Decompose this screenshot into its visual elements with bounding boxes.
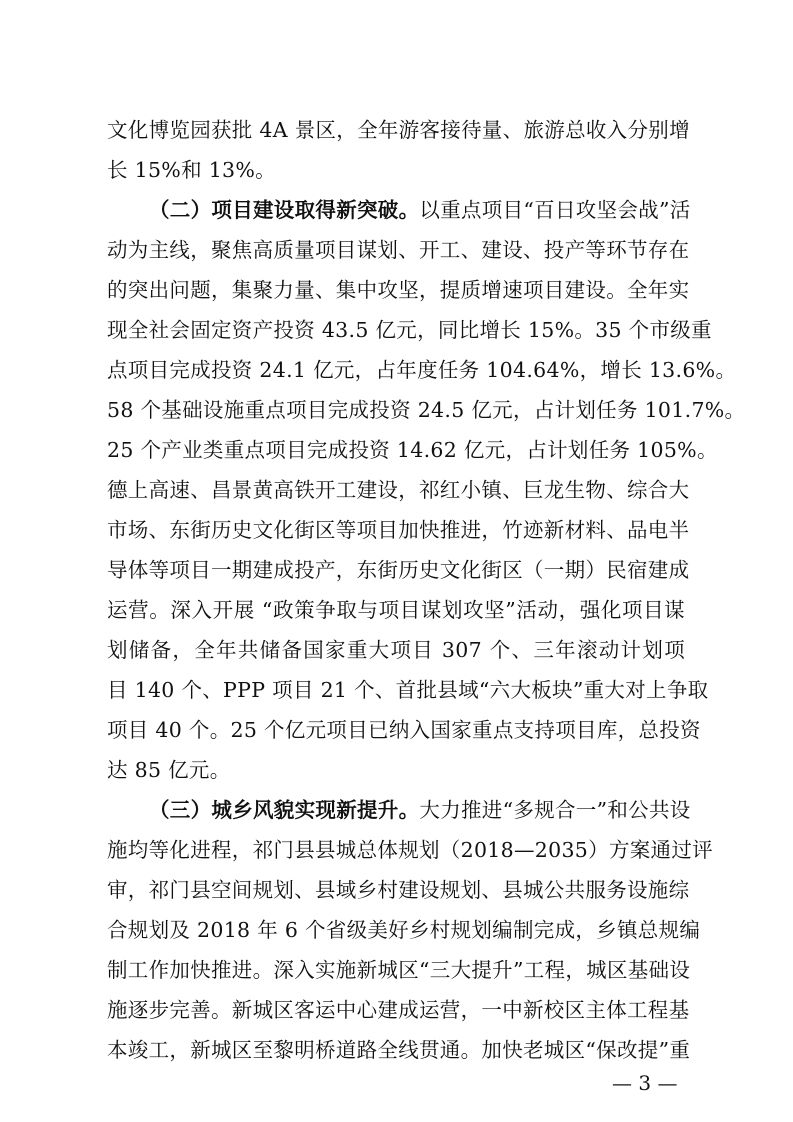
paragraph-2-line-12: 划储备，全年共储备国家重大项目 307 个、三年滚动计划项 <box>107 638 685 662</box>
paragraph-3-line-5: 制工作加快推进。深入实施新城区“三大提升”工程，城区基础设 <box>107 958 691 982</box>
page-number: — 3 — <box>612 1071 678 1095</box>
paragraph-3-line-1-text: 大力推进“多规合一”和公共设 <box>419 798 691 822</box>
paragraph-2-line-5: 点项目完成投资 24.1 亿元，占年度任务 104.64%，增长 13.6%。 <box>107 358 737 382</box>
paragraph-2-line-1-text: 以重点项目“百日攻坚会战”活 <box>419 198 691 222</box>
paragraph-3-line-4: 合规划及 2018 年 6 个省级美好乡村规划编制完成，乡镇总规编 <box>107 918 701 942</box>
paragraph-2-line-15: 达 85 亿元。 <box>107 758 231 782</box>
paragraph-3-heading: （三）城乡风貌实现新提升。 <box>149 798 420 822</box>
paragraph-2-line-4: 现全社会固定资产投资 43.5 亿元，同比增长 15%。35 个市级重 <box>107 318 712 342</box>
paragraph-1-line-1: 文化博览园获批 4A 景区，全年游客接待量、旅游总收入分别增 <box>107 118 690 142</box>
paragraph-2-heading: （二）项目建设取得新突破。 <box>149 198 420 222</box>
paragraph-2-line-9: 市场、东街历史文化街区等项目加快推进，竹迹新材料、品电半 <box>107 518 690 542</box>
paragraph-2-line-1 <box>149 190 691 230</box>
paragraph-2-line-7: 25 个产业类重点项目完成投资 14.62 亿元，占计划任务 105%。 <box>107 438 718 462</box>
paragraph-2-line-3: 的突出问题，集聚力量、集中攻坚，提质增速项目建设。全年实 <box>107 278 690 302</box>
paragraph-2-line-10: 导体等项目一期建成投产，东街历史文化街区（一期）民宿建成 <box>107 558 690 582</box>
paragraph-2-line-11: 运营。深入开展 “政策争取与项目谋划攻坚”活动，强化项目谋 <box>107 598 685 622</box>
paragraph-2-line-6: 58 个基础设施重点项目完成投资 24.5 亿元，占计划任务 101.7%。 <box>107 398 746 422</box>
paragraph-3-line-6: 施逐步完善。新城区客运中心建成运营，一中新校区主体工程基 <box>107 998 690 1022</box>
paragraph-2-line-2: 动为主线，聚焦高质量项目谋划、开工、建设、投产等环节存在 <box>107 238 690 262</box>
paragraph-3-line-3: 审，祁门县空间规划、县域乡村建设规划、县城公共服务设施综 <box>107 878 690 902</box>
paragraph-3-line-7: 本竣工，新城区至黎明桥道路全线贯通。加快老城区“保改提”重 <box>107 1038 691 1062</box>
paragraph-2-line-13: 目 140 个、PPP 项目 21 个、首批县域“六大板块”重大对上争取 <box>107 678 709 702</box>
paragraph-2-line-14: 项目 40 个。25 个亿元项目已纳入国家重点支持项目库，总投资 <box>107 718 701 742</box>
paragraph-2-line-8: 德上高速、昌景黄高铁开工建设，祁红小镇、巨龙生物、综合大 <box>107 478 690 502</box>
paragraph-3-line-1 <box>149 790 691 830</box>
paragraph-3-line-2: 施均等化进程，祁门县县城总体规划（2018—2035）方案通过评 <box>107 838 713 862</box>
paragraph-1-line-2: 长 15%和 13%。 <box>107 158 276 182</box>
